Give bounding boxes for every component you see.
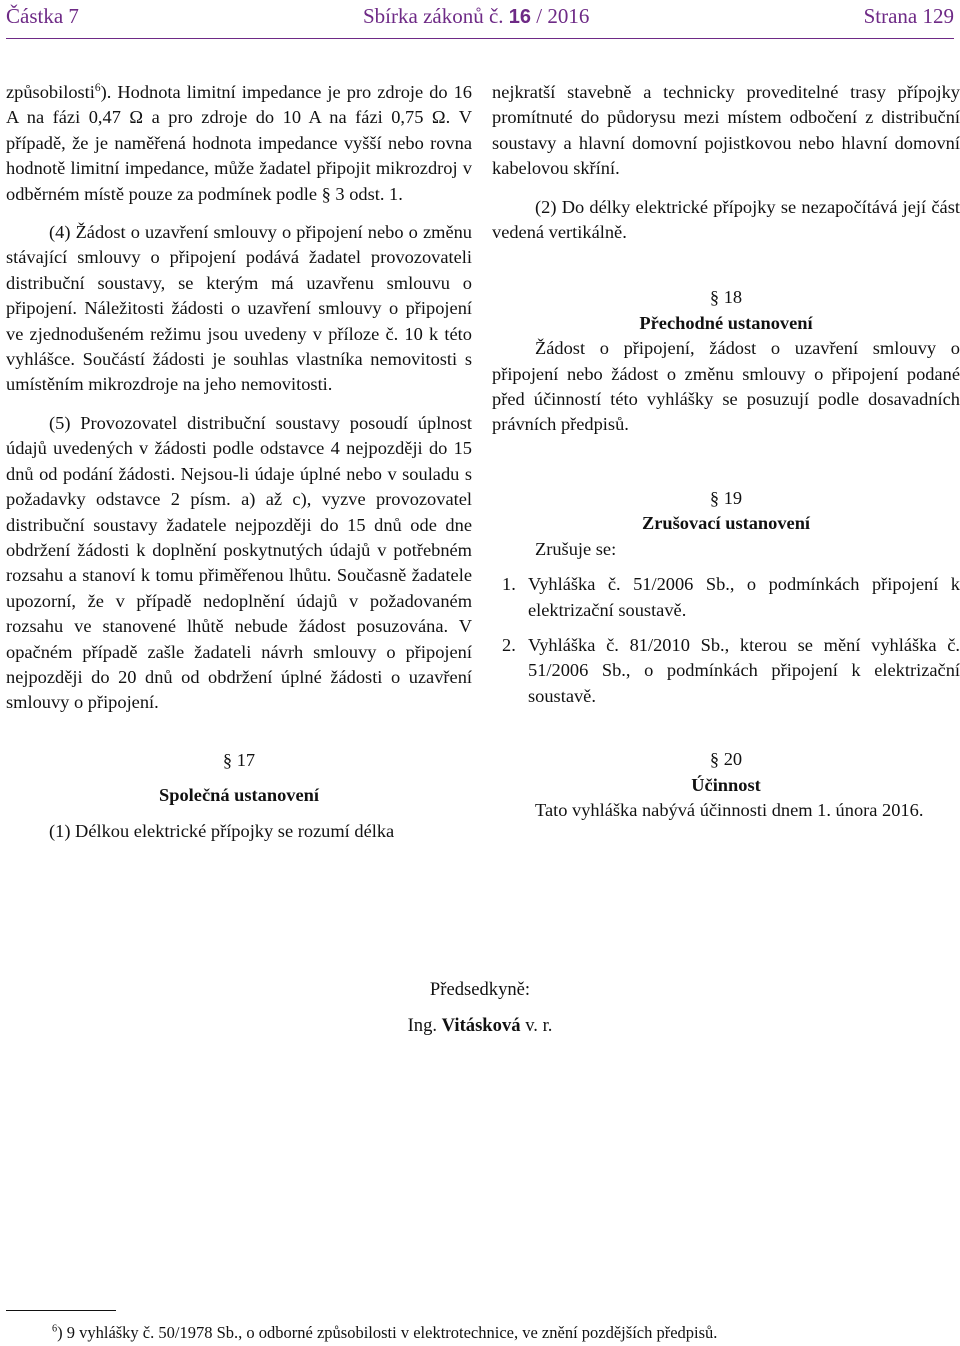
- list-item-number: 2.: [502, 634, 516, 655]
- section-20-text: Tato vyhláška nabývá účinnosti dnem 1. února 2016.: [535, 799, 924, 820]
- left-column: [6, 80, 472, 844]
- section-17-paragraph-2: (2) Do délky elektrické přípojky se nezapočítává její část vedená vertikálně.: [492, 196, 960, 243]
- list-item: [492, 572, 960, 623]
- paragraph-text: způsobilosti: [6, 82, 95, 102]
- section-19-number: § 19: [709, 487, 743, 508]
- list-item-number: 1.: [502, 574, 516, 595]
- header-divider: [6, 38, 954, 39]
- paragraph-4: (4) Žádost o uzavření smlouvy o připojení nebo o změnu stávající smlouvy o připojení podává žadatel provozovateli distribuční soustavy, se kterým má uzavřenu smlouvu o připojení. Náležitosti žádosti o uzavření smlouvy o připojení ve zjednodušeném režimu jsou uvedeny v příloze č. 10 k této vyhlášce. Součástí žádosti je souhlas vlastníka nemovitosti s umístěním mikrozdroje na jeho nemovitosti.: [6, 222, 472, 395]
- section-19-title: Zrušovací ustanovení: [641, 513, 811, 534]
- section-17-number: § 17: [222, 749, 256, 770]
- footnote: [52, 1322, 717, 1344]
- section-20-title: Účinnost: [691, 774, 761, 795]
- footnote-text: ) 9 vyhlášky č. 50/1978 Sb., o odborné způsobilosti v elektrotechnice, ve znění pozdějších předpisů.: [57, 1323, 718, 1342]
- signature-suffix: v. r.: [525, 1015, 553, 1036]
- paragraph-continuation: [6, 80, 472, 207]
- section-17-title: Společná ustanovení: [159, 785, 319, 806]
- paragraph-continuation: nejkratší stavebně a technicky proveditelné trasy přípojky promítnuté do půdorysu mezi místem odbočení z distribuční soustavy a hlavní domovní pojistkovou nebo hlavní domovní kabelovou skříní.: [492, 82, 960, 179]
- header-collection-prefix: Sbírka zákonů č.: [363, 4, 504, 28]
- signature-line: [0, 1006, 960, 1046]
- section-19-intro: Zrušuje se:: [535, 538, 617, 559]
- signature-role: Předsedkyně:: [429, 979, 531, 1000]
- paragraph-text: ). Hodnota limitní impedance je pro zdroje do 16 A na fázi 0,47 Ω a pro zdroje do 10 A na fázi 0,75 Ω. V případě, že je naměřená hodnota impedance vyšší nebo rovna hodnotě limitní impedance, může žadatel připojit mikrozdroj v odběrném místě pouze za podmínek podle § 3 odst. 1.: [6, 82, 472, 204]
- list-item-text: Vyhláška č. 51/2006 Sb., o podmínkách připojení k elektrizační soustavě.: [528, 574, 960, 620]
- footnote-reference: 6: [94, 81, 101, 94]
- header-collection: [363, 4, 589, 29]
- list-item-text: Vyhláška č. 81/2010 Sb., kterou se mění vyhláška č. 51/2006 Sb., o podmínkách připojení k elektrizační soustavě.: [528, 634, 960, 706]
- paragraph-5: (5) Provozovatel distribuční soustavy posoudí úplnost údajů uvedených v žádosti podle odstavce 4 nejpozději do 15 dnů od podání žádosti. Nejsou-li údaje úplné nebo v souladu s požadavky odstavce 2 písm. a) až c), vyzve provozovatel distribuční soustavy žadatele nejpozději do 15 dnů ode dne obdržení žádosti k doplnění poskytnutých údajů v potřebném rozsahu a stanoví k tomu přiměřenou lhůtu. Současně žadatele upozorní, že v případě nedoplnění údajů v požadovaném rozsahu ve stanovené lhůtě nebude žádost posuzována. V opačném případě zašle žadateli návrh smlouvy o připojení nejpozději do 20 dnů od obdržení úplné žádosti o uzavření smlouvy o připojení.: [6, 412, 472, 713]
- header-page-number: Strana 129: [863, 4, 954, 28]
- section-18-number: § 18: [709, 287, 743, 308]
- section-18-text: Žádost o připojení, žádost o uzavření smlouvy o připojení nebo žádost o změnu smlouvy o připojení podané před účinností této vyhlášky se posuzují podle dosavadních právních předpisů.: [492, 338, 960, 435]
- page-header: [6, 4, 954, 34]
- right-column: [492, 80, 960, 823]
- repealed-list: [492, 572, 960, 709]
- signature-title: Ing.: [407, 1015, 438, 1036]
- header-collection-number: 16: [508, 6, 532, 28]
- header-part: Částka 7: [6, 4, 79, 28]
- list-item: [492, 633, 960, 709]
- footnote-mark: 6: [52, 1323, 58, 1335]
- footnote-divider: [6, 1310, 116, 1311]
- section-20-number: § 20: [709, 749, 743, 770]
- section-17-paragraph-1: (1) Délkou elektrické přípojky se rozumí délka: [49, 820, 395, 841]
- signature-name: Vitásková: [441, 1015, 521, 1036]
- header-collection-year: / 2016: [536, 4, 590, 28]
- section-18-title: Přechodné ustanovení: [639, 312, 813, 333]
